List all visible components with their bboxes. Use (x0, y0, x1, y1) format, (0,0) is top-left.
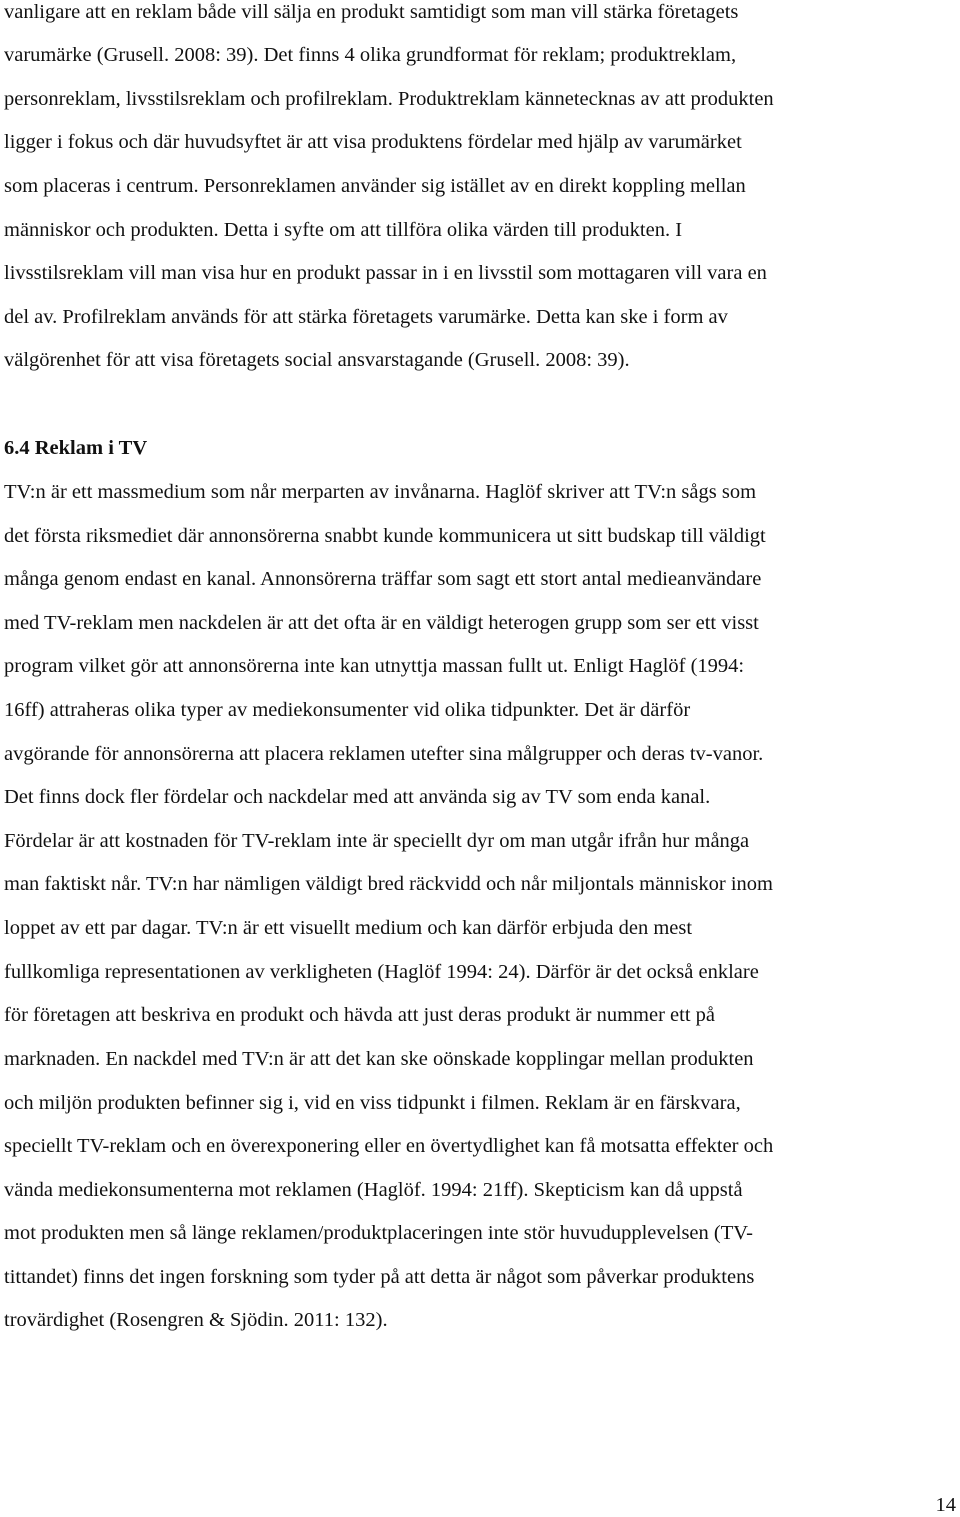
text-line: Det finns dock fler fördelar och nackdelar med att använda sig av TV som enda kanal. (4, 786, 711, 808)
text-line: det första riksmediet där annonsörerna snabbt kunde kommunicera ut sitt budskap till väldigt (4, 525, 766, 547)
text-line: med TV-reklam men nackdelen är att det ofta är en väldigt heterogen grupp som ser ett visst (4, 612, 759, 634)
text-line: fullkomliga representationen av verkligheten (Haglöf 1994: 24). Därför är det också enklare (4, 961, 759, 983)
text-line: välgörenhet för att visa företagets social ansvarstagande (Grusell. 2008: 39). (4, 349, 630, 371)
text-line: 16ff) attraheras olika typer av mediekonsumenter vid olika tidpunkter. Det är därför (4, 699, 691, 721)
text-line: avgörande för annonsörerna att placera reklamen utefter sina målgrupper och deras tv-vanor. (4, 743, 764, 765)
text-line: och miljön produkten befinner sig i, vid en viss tidpunkt i filmen. Reklam är en färskvara, (4, 1092, 741, 1114)
text-line: vända mediekonsumenterna mot reklamen (Haglöf. 1994: 21ff). Skepticism kan då uppstå (4, 1179, 743, 1201)
text-line: personreklam, livsstilsreklam och profilreklam. Produktreklam kännetecknas av att produkten (4, 88, 774, 110)
text-line: program vilket gör att annonsörerna inte kan utnyttja massan fullt ut. Enligt Haglöf (1994: (4, 655, 745, 677)
text-line: varumärke (Grusell. 2008: 39). Det finns 4 olika grundformat för reklam; produktreklam, (4, 44, 737, 66)
text-line: människor och produkten. Detta i syfte om att tillföra olika värden till produkten. I (4, 219, 683, 241)
text-line: vanligare att en reklam både vill sälja en produkt samtidigt som man vill stärka företagets (4, 1, 739, 23)
text-line: för företagen att beskriva en produkt och hävda att just deras produkt är nummer ett på (4, 1004, 715, 1026)
text-line: marknaden. En nackdel med TV:n är att det kan ske oönskade kopplingar mellan produkten (4, 1048, 754, 1070)
text-line: del av. Profilreklam används för att stärka företagets varumärke. Detta kan ske i form av (4, 306, 728, 328)
section-heading: 6.4 Reklam i TV (4, 437, 148, 459)
text-line: TV:n är ett massmedium som når merparten av invånarna. Haglöf skriver att TV:n sågs som (4, 481, 757, 503)
text-line: trovärdighet (Rosengren & Sjödin. 2011: 132). (4, 1309, 388, 1331)
text-line: mot produkten men så länge reklamen/produktplaceringen inte stör huvudupplevelsen (TV- (4, 1222, 754, 1244)
text-line: tittandet) finns det ingen forskning som tyder på att detta är något som påverkar produktens (4, 1266, 755, 1288)
text-line: man faktiskt når. TV:n har nämligen väldigt bred räckvidd och når miljontals människor inom (4, 873, 773, 895)
text-line: livsstilsreklam vill man visa hur en produkt passar in i en livsstil som mottagaren vill vara en (4, 262, 767, 284)
text-line: Fördelar är att kostnaden för TV-reklam inte är speciellt dyr om man utgår ifrån hur många (4, 830, 750, 852)
text-line: många genom endast en kanal. Annonsörerna träffar som sagt ett stort antal medieanvändare (4, 568, 762, 590)
text-line: loppet av ett par dagar. TV:n är ett visuellt medium och kan därför erbjuda den mest (4, 917, 693, 939)
page-number: 14 (935, 1494, 956, 1516)
text-line: speciellt TV-reklam och en överexponering eller en övertydlighet kan få motsatta effekter och (4, 1135, 774, 1157)
text-line: ligger i fokus och där huvudsyftet är att visa produktens fördelar med hjälp av varumärket (4, 131, 742, 153)
text-line: som placeras i centrum. Personreklamen använder sig istället av en direkt koppling mellan (4, 175, 746, 197)
